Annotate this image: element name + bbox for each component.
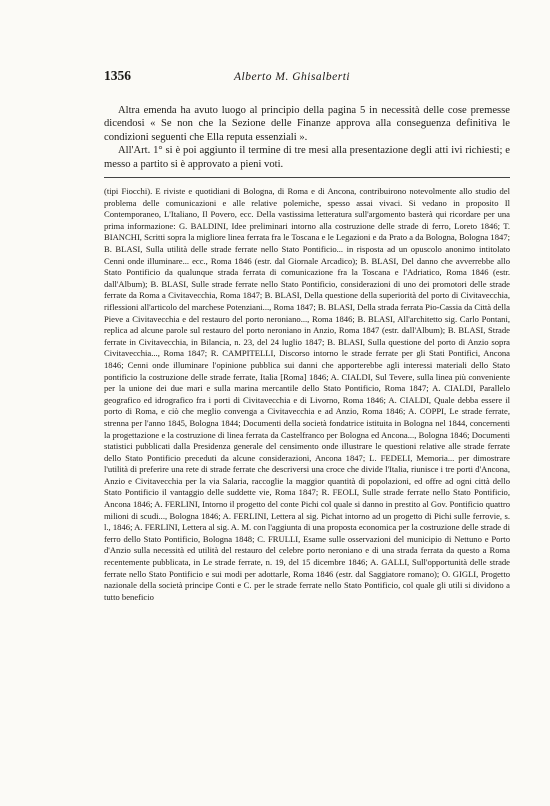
- footnote-text: (tipi Fiocchi). E riviste e quotidiani di Bologna, di Roma e di Ancona, contribuirono notevolmente allo studio del problema delle comunicazioni e alle relative polemiche, spesso assai vivaci. Si vedano in proposito Il Contemporaneo, L'Italiano, Il Povero, ecc. Della vastissima letteratura sull'argomento basterà qui ricordare per una prima informazione: G. BALDINI, Idee preliminari intorno alla costruzione delle strade di ferro, Loreto 1846; T. BIANCHI, Scritti sopra la migliore linea ferrata fra le Toscana e le Legazioni e da Prato a da Bologna, Bologna 1847; B. BLASI, Sulla utilità delle strade ferrate nello Stato Pontificio... in risposta ad un opuscolo anonimo intitolato Cenni onde illuminare... ecc., Roma 1846 (estr. dal Giornale Arcadico); B. BLASI, Del danno che avverrebbe allo Stato Pontificio da qualunque strada ferrata di comunicazione fra la Toscana e l'Adriatico, Roma 1846 (estr. dall'Album); B. BLASI, Sulle strade ferrate nello Stato Pontificio, considerazioni di uno dei promotori delle strade ferrate da Roma a Civitavecchia, Roma 1847; B. BLASI, Della questione della superiorità del porto di Civitavecchia, riflessioni all'articolo del marchese Potenziani..., Roma 1847; B. BLASI, Della strada ferrata Pio-Cassia da Città della Pieve a Civitavecchia e del restauro del porto neroniano..., Roma 1846; B. BLASI, All'architetto sig. Carlo Pontani, replica ad alcune parole sul restauro del porto neroniano in Anzio, Roma 1847 (estr. dall'Album); B. BLASI, Strade ferrate in Civitavecchia, in Bilancia, n. 23, del 24 luglio 1847; B. BLASI, Sulla questione del porto di Anzio sopra Civitavecchia..., Roma 1847; R. CAMPITELLI, Discorso intorno le strade ferrate per gli Stati Pontifici, Ancona 1846; Cenni onde illuminare l'opinione pubblica sui danni che apporterebbe agli interessi materiali dello Stato pontificio la costruzione delle strade ferrate, Italia [Roma] 1846; A. CIALDI, Sul Tevere, sulla linea più conveniente per la unione dei due mari e sulla marina mercantile dello Stato Pontificio, Roma 1847; A. CIALDI, Parallelo geografico ed idrografico fra i porti di Civitavecchia e di Livorno, Roma 1846; A. CIALDI, Quale debba essere il porto di Roma, e ciò che meglio convenga a Civitavecchia e ad Anzio, Roma 1846; A. COPPI, Le strade ferrate, strenna per l'anno 1845, Bologna 1844; Documenti della società fondatrice istituita in Bologna nel 1844, concernenti la progettazione e la costruzione di linea ferrata da Castelfranco per Bologna ed Ancona..., Bologna 1846; Documenti statistici pubblicati dalla Presidenza generale del censimento onde illustrare le questioni relative alle strade ferrate dello Stato Pontificio preceduti da alcune considerazioni, Ancona 1847; L. FEDELI, Memoria... per dimostrare l'utilità di preferire una rete di strade ferrate che descriversi una croce che divide l'Italia, riunisce i tre porti d'Ancona, Anzio e Civitavecchia per la via Salaria, raccoglie la maggior quantità di popolazioni, ed offre ad ogni città dello Stato Pontificio il vantaggio delle suddette vie, Roma 1847; R. FEOLI, Sulle strade ferrate nello Stato Pontificio, Ancona 1846; A. FERLINI, Intorno il progetto del conte Pichi col quale si danno in prestito al Gov. Pontificio quattro milioni di scudi..., Bologna 1846; A. FERLINI, Lettera al sig. Pichat intorno ad un progetto di Pichi sulle ferrovie, s. l., 1846; A. FERLINI, Lettera al sig. A. M. con l'aggiunta di una proposta economica per la costruzione delle strade di ferro dello Stato Pontificio, Bologna 1848; C. FRULLI, Esame sulle osservazioni del municipio di Nettuno e Porto d'Anzio sulla necessità ed utilità del restauro del celebre porto neroniano e di una strada ferrata da questo a Roma recentemente pubblicata, in Le strade ferrate, n. 19, del 15 dicembre 1846; A. GALLI, Sull'opportunità delle strade ferrate nello Stato Pontificio e sui modi per adottarle, Roma 1846 (estr. dal Saggiatore romano); O. GIGLI, Progetto nazionale della società principe Conti e C. per le strade ferrate nello Stato Pontificio, col quale gli utili si dividono a tutto beneficio: [104, 186, 510, 602]
- body-paragraph: Altra emenda ha avuto luogo al principio della pagina 5 in necessità delle cose premesse dicendosi « Se non che la Sezione delle Finanze approva alla conseguenza definitiva le condizioni seguenti che Ella reputa essenziali ».: [104, 105, 510, 143]
- running-title: Alberto M. Ghisalberti: [234, 71, 351, 83]
- page-number: 1356: [104, 68, 131, 83]
- footnote-divider: [104, 177, 510, 178]
- main-text: [104, 104, 510, 171]
- body-paragraph: All'Art. 1° si è poi aggiunto il termine di tre mesi alla presentazione degli atti ivi richiesti; e messo a partito si è approvato a pieni voti.: [104, 145, 510, 170]
- page-header: [104, 68, 510, 84]
- footnote: [104, 186, 510, 603]
